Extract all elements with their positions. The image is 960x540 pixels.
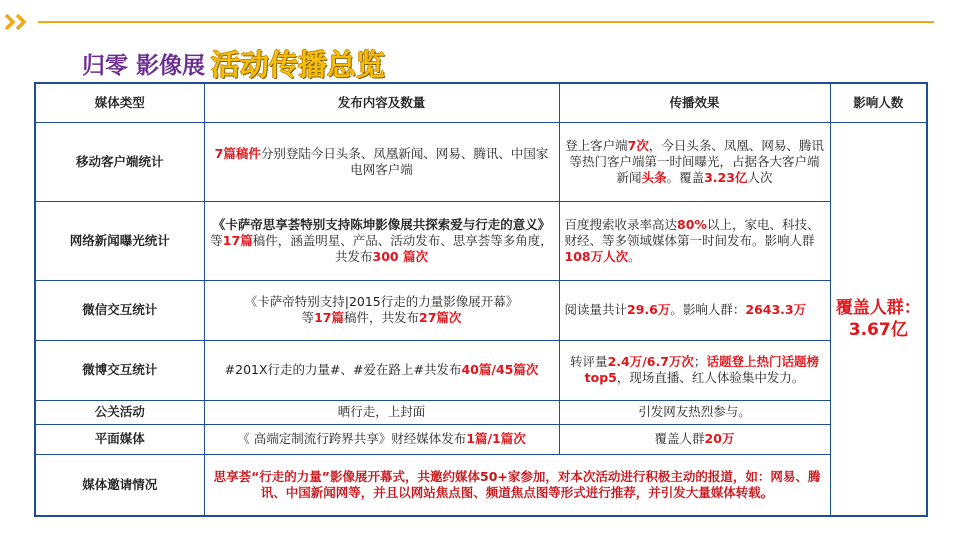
table-row xyxy=(35,122,927,201)
row-effect: 转评量2.4万/6.7万次；话题登上热门话题榜top5，现场直播、红人体验集中发力。 xyxy=(559,340,830,400)
row-effect: 百度搜索收录率高达80%以上，家电、科技、财经、等多领域媒体第一时间发布。影响人群108万人次。 xyxy=(559,201,830,280)
row-content: #201X行走的力量#、#爱在路上#共发布40篇/45篇次 xyxy=(204,340,559,400)
table-row xyxy=(35,424,927,454)
reach-cell xyxy=(830,122,927,516)
row-content: 《卡萨帝思享荟特别支持陈坤影像展共探索爱与行走的意义》 等17篇稿件，涵盖明星、产品、活动发布、思享荟等多角度，共发布300 篇次 xyxy=(204,201,559,280)
row-effect: 覆盖人群20万 xyxy=(559,424,830,454)
col-header-content: 发布内容及数量 xyxy=(204,83,559,122)
row-type: 媒体邀请情况 xyxy=(35,454,204,516)
header-divider xyxy=(38,21,934,23)
page-title xyxy=(82,43,385,83)
row-type: 微博交互统计 xyxy=(35,340,204,400)
table-header-row xyxy=(35,83,927,122)
title-exhibition: 归零 影像展 xyxy=(82,52,206,79)
table-row xyxy=(35,454,927,516)
communication-table xyxy=(34,82,928,517)
row-effect: 引发网友热烈参与。 xyxy=(559,400,830,424)
title-overview: 活动传播总览 xyxy=(211,47,386,82)
row-type: 微信交互统计 xyxy=(35,280,204,340)
row-content: 《卡萨帝特别支持|2015行走的力量影像展开幕》 等17篇稿件，共发布27篇次 xyxy=(204,280,559,340)
row-type: 移动客户端统计 xyxy=(35,122,204,201)
coverage-total: 覆盖人群：3.67亿 xyxy=(835,297,921,340)
row-content: 7篇稿件分别登陆今日头条、凤凰新闻、网易、腾讯、中国家电网客户端 xyxy=(204,122,559,201)
row-type: 网络新闻曝光统计 xyxy=(35,201,204,280)
col-header-effect: 传播效果 xyxy=(559,83,830,122)
row-type: 公关活动 xyxy=(35,400,204,424)
row-content: 晒行走，上封面 xyxy=(204,400,559,424)
col-header-reach: 影响人数 xyxy=(830,83,927,122)
row-effect: 登上客户端7次，今日头条、凤凰、网易、腾讯等热门客户端第一时间曝光，占据各大客户端新闻头条。覆盖3.23亿人次 xyxy=(559,122,830,201)
row-content: 思享荟“行走的力量”影像展开幕式，共邀约媒体50+家参加，对本次活动进行积极主动的报道，如：网易、腾讯、中国新闻网等，并且以网站焦点图、频道焦点图等形式进行推荐，并引发大量媒体转载。 xyxy=(204,454,830,516)
table-row xyxy=(35,201,927,280)
row-effect: 阅读量共计29.6万。影响人群：2643.3万 xyxy=(559,280,830,340)
col-header-media-type: 媒体类型 xyxy=(35,83,204,122)
row-type: 平面媒体 xyxy=(35,424,204,454)
double-chevron-icon xyxy=(4,12,30,32)
table-row xyxy=(35,340,927,400)
row-content: 《 高端定制流行跨界共享》财经媒体发布1篇/1篇次 xyxy=(204,424,559,454)
table-row xyxy=(35,280,927,340)
table-row xyxy=(35,400,927,424)
